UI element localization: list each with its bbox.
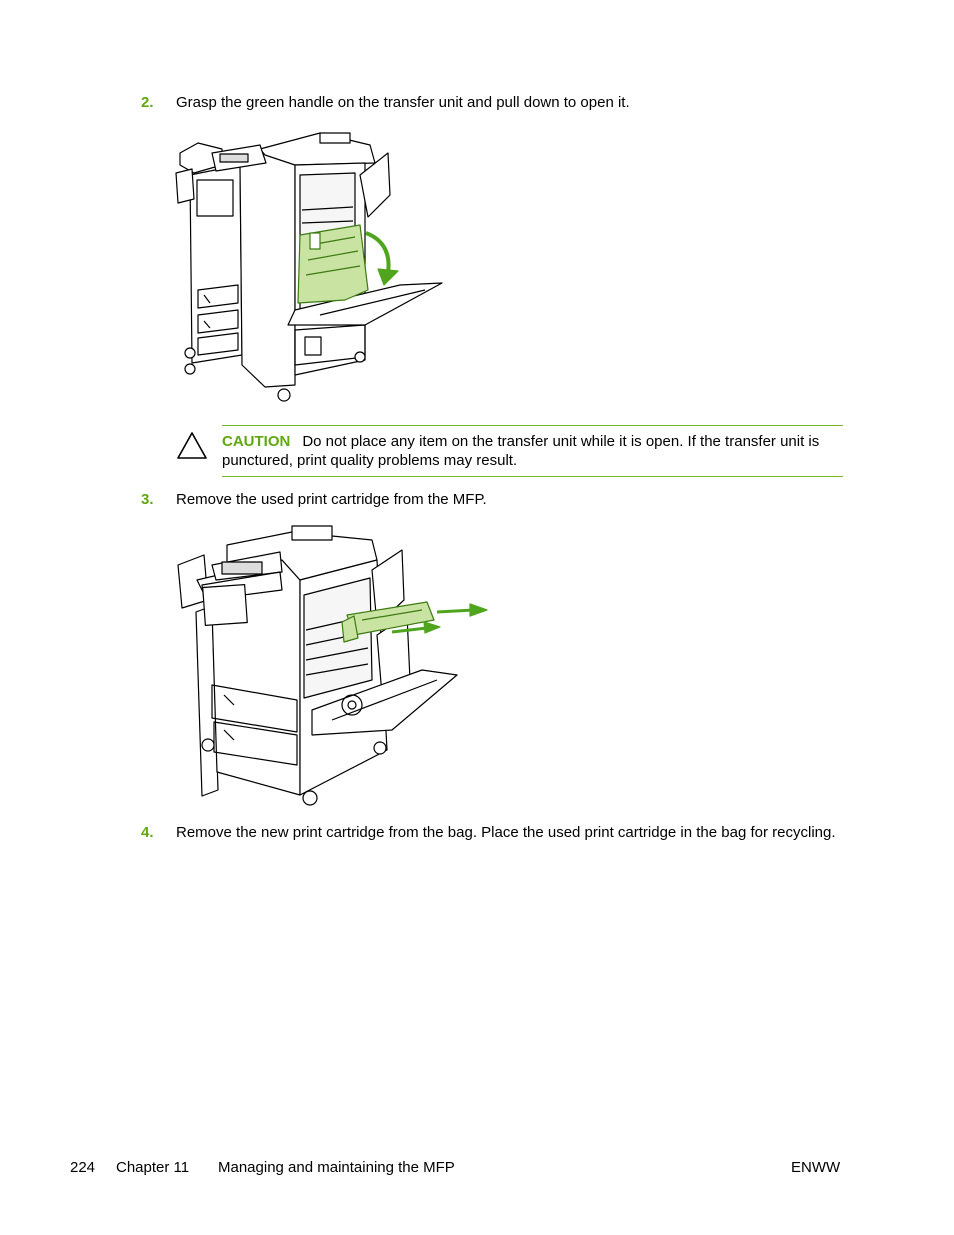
step-number: 4.	[141, 824, 154, 841]
caution-body: Do not place any item on the transfer unit while it is open. If the transfer unit is punctured, print quality problems may result.	[222, 433, 820, 469]
caution-note	[176, 425, 843, 477]
caution-triangle-icon	[176, 431, 208, 461]
step-text: Remove the used print cartridge from the MFP.	[176, 491, 487, 508]
caution-bottom-rule	[222, 476, 843, 477]
footer-section: Managing and maintaining the MFP	[218, 1159, 455, 1176]
mfp-cartridge-removal-illustration	[172, 520, 492, 810]
step-number: 3.	[141, 491, 154, 508]
caution-label: CAUTION	[222, 433, 291, 450]
mfp-transfer-unit-illustration	[170, 125, 450, 405]
page-number: 224	[70, 1159, 96, 1176]
caution-top-rule	[222, 425, 843, 426]
step-text: Remove the new print cartridge from the bag. Place the used print cartridge in the bag for recycling.	[176, 824, 836, 841]
step-number: 2.	[141, 94, 154, 111]
step-text: Grasp the green handle on the transfer unit and pull down to open it.	[176, 94, 630, 111]
footer-chapter: Chapter 11	[116, 1159, 190, 1176]
caution-text	[222, 432, 843, 470]
footer-doc-code: ENWW	[791, 1159, 841, 1176]
